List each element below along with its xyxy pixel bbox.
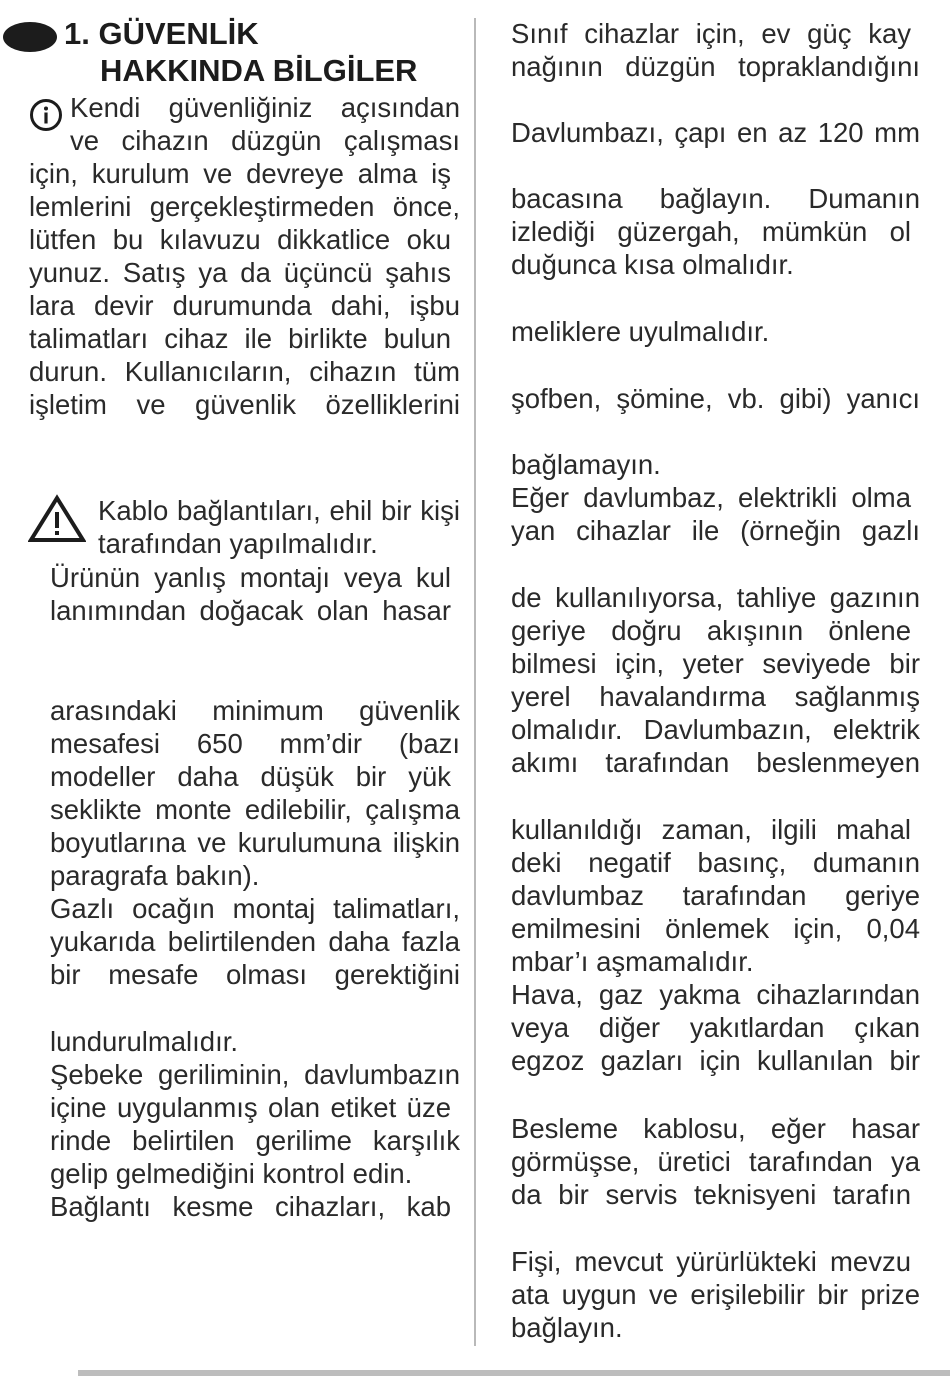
- section-bullet: [3, 22, 57, 52]
- text-line: modeller daha düşük bir yük: [50, 761, 451, 792]
- text-line: rinde belirtilen gerilime karşılık: [50, 1125, 460, 1156]
- text-line: lemlerini gerçekleştirmeden önce,: [29, 191, 460, 222]
- text-line: Bağlantı kesme cihazları, kab: [50, 1191, 451, 1222]
- warning-icon: [28, 494, 86, 544]
- text-line: veya diğer yakıtlardan çıkan: [511, 1012, 920, 1043]
- text-line: de kullanılıyorsa, tahliye gazının: [511, 582, 920, 613]
- text-line: emilmesini önlemek için, 0,04: [511, 913, 920, 944]
- section-title: [64, 15, 417, 89]
- text-line: davlumbaz tarafından geriye: [511, 880, 920, 911]
- text-line: geriye doğru akışının önlene: [511, 615, 911, 646]
- text-line: lanımından doğacak olan hasar: [50, 595, 451, 626]
- text-line: nağının düzgün topraklandığını: [511, 51, 920, 82]
- text-line: tarafından yapılmalıdır.: [98, 528, 378, 559]
- text-line: izlediği güzergah, mümkün ol: [511, 216, 911, 247]
- text-line: için, kurulum ve devreye alma iş: [29, 158, 451, 189]
- text-line: Kendi güvenliğiniz açısından: [70, 92, 460, 123]
- text-line: olmalıdır. Davlumbazın, elektrik: [511, 714, 920, 745]
- text-line: içine uygulanmış olan etiket üze: [50, 1092, 451, 1123]
- text-line: yukarıda belirtilenden daha fazla: [50, 926, 460, 957]
- text-line: Şebeke geriliminin, davlumbazın: [50, 1059, 460, 1090]
- text-line: bir mesafe olması gerektiğini: [50, 959, 460, 990]
- text-line: bilmesi için, yeter seviyede bir: [511, 648, 920, 679]
- text-line: boyutlarına ve kurulumuna ilişkin: [50, 827, 460, 858]
- text-line: Fişi, mevcut yürürlükteki mevzu: [511, 1246, 911, 1277]
- text-line: yunuz. Satış ya da üçüncü şahıs: [29, 257, 451, 288]
- section-title-line1: 1. GÜVENLİK: [64, 16, 259, 51]
- text-line: yerel havalandırma sağlanmış: [511, 681, 920, 712]
- text-line: durun. Kullanıcıların, cihazın tüm: [29, 356, 460, 387]
- text-line: lara devir durumunda dahi, işbu: [29, 290, 460, 321]
- text-line: ata uygun ve erişilebilir bir prize: [511, 1279, 920, 1310]
- text-line: Kablo bağlantıları, ehil bir kişi: [98, 495, 460, 526]
- text-line: şofben, şömine, vb. gibi) yanıcı: [511, 383, 920, 414]
- text-line: akımı tarafından beslenmeyen: [511, 747, 920, 778]
- text-line: mbar’ı aşmamalıdır.: [511, 946, 754, 977]
- text-line: deki negatif basınç, dumanın: [511, 847, 920, 878]
- text-line: yan cihazlar ile (örneğin gazlı: [511, 515, 920, 546]
- info-icon: [29, 98, 63, 132]
- text-line: Hava, gaz yakma cihazlarından: [511, 979, 920, 1010]
- text-line: bağlamayın.: [511, 449, 661, 480]
- text-line: duğunca kısa olmalıdır.: [511, 249, 794, 280]
- text-line: Ürünün yanlış montajı veya kul: [50, 562, 451, 593]
- text-line: da bir servis teknisyeni tarafın: [511, 1179, 911, 1210]
- text-line: egzoz gazları için kullanılan bir: [511, 1045, 920, 1076]
- text-line: gelip gelmediğini kontrol edin.: [50, 1158, 413, 1189]
- text-line: ve cihazın düzgün çalışması: [70, 125, 460, 156]
- text-line: mesafesi 650 mm’dir (bazı: [50, 728, 460, 759]
- text-line: Eğer davlumbaz, elektrikli olma: [511, 482, 911, 513]
- footer-rule: [78, 1370, 950, 1376]
- text-line: arasındaki minimum güvenlik: [50, 695, 460, 726]
- text-line: meliklere uyulmalıdır.: [511, 316, 770, 347]
- text-line: Besleme kablosu, eğer hasar: [511, 1113, 920, 1144]
- text-line: Davlumbazı, çapı en az 120 mm: [511, 117, 920, 148]
- text-line: seklikte monte edilebilir, çalışma: [50, 794, 460, 825]
- text-line: işletim ve güvenlik özelliklerini: [29, 389, 460, 420]
- text-line: talimatları cihaz ile birlikte bulun: [29, 323, 451, 354]
- text-line: görmüşse, üretici tarafından ya: [511, 1146, 920, 1177]
- text-line: bacasına bağlayın. Dumanın: [511, 183, 920, 214]
- text-line: lundurulmalıdır.: [50, 1026, 239, 1057]
- text-line: Sınıf cihazlar için, ev güç kay: [511, 18, 911, 49]
- section-title-line2: HAKKINDA BİLGİLER: [100, 53, 418, 88]
- text-line: lütfen bu kılavuzu dikkatlice oku: [29, 224, 451, 255]
- text-line: paragrafa bakın).: [50, 860, 260, 891]
- text-line: Gazlı ocağın montaj talimatları,: [50, 893, 460, 924]
- column-divider: [474, 18, 476, 1346]
- text-line: kullanıldığı zaman, ilgili mahal: [511, 814, 911, 845]
- text-line: bağlayın.: [511, 1312, 623, 1343]
